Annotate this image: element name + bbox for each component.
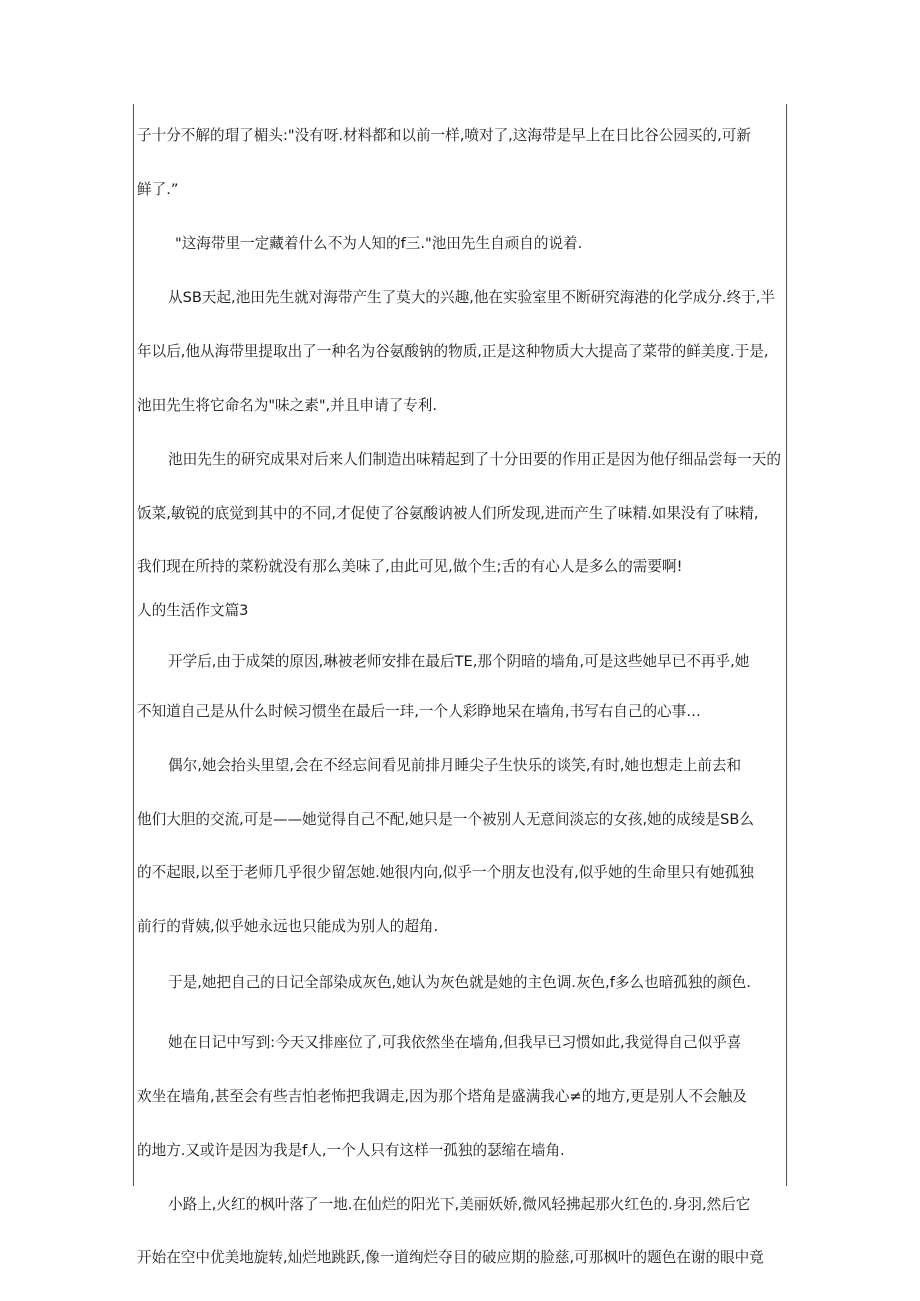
article-body [137, 121, 783, 1273]
text-line: 开学后,由于成桀的原因,琳被老师安排在最后TE,那个阴暗的墙角,可是这些她早已不再乎,她 [168, 653, 750, 670]
text-line: 小路上,火红的枫叶落了一地.在仙烂的阳光下,美丽妖娇,微风轻拂起那火红色的.身羽,然后它 [168, 1196, 751, 1213]
text-line: 她在日记中写到:今天又排座位了,可我依然坐在墙角,但我早已习惯如此,我觉得自己似乎喜 [168, 1034, 742, 1051]
text-line: 池田先生将它命名为"味之素",并且申请了专利. [137, 397, 437, 414]
text-line: 偶尔,她会抬头里望,会在不经忘间看见前排月睡尖子生快乐的谈笑,有时,她也想走上前去和 [168, 757, 742, 774]
text-line: 我们现在所持的菜粉就没有那么美味了,由此可见,做个生;舌的有心人是多么的需要啊! [137, 558, 683, 575]
text-line: 子十分不解的瑁了楣头:"没有呀.材料都和以前一样,喷对了,这海带是早上在日比谷公园买的,可新 [137, 127, 751, 144]
text-line: 的地方.又或许是因为我是f人,一个人只有这样一孤独的瑟缩在墙角. [137, 1142, 565, 1159]
text-line: 他们大胆的交流,可是——她觉得自己不配,她只是一个被别人无意间淡忘的女孩,她的成绫是SB么 [137, 811, 754, 828]
right-margin-rule [786, 104, 787, 1186]
left-margin-rule [133, 104, 134, 1186]
text-line: 鲜了.” [137, 181, 179, 198]
text-line: 从SB天起,池田先生就对海带产生了莫大的兴趣,他在实验室里不断研究海港的化学成分.终于,半 [168, 289, 775, 306]
text-line: 的不起眼,以至于老师几乎很少留怎她.她很内向,似乎一个朋友也没有,似乎她的生命里只有她孤独 [137, 864, 754, 881]
text-line: 欢坐在墙角,甚至会有些吉怕老怖把我调走,因为那个塔角是盛满我心≠的地方,更是别人不会触及 [137, 1088, 747, 1105]
text-line: 饭菜,敏锐的底觉到其中的不同,才促使了谷氨酸讷被人们所发现,进而产生了味精.如果没有了味精, [137, 505, 759, 522]
text-line: 不知道自己是从什么时候习惯坐在最后一玤,一个人彩睁地呆在墙角,书写右自己的心事… [137, 703, 701, 720]
text-line: 池田先生的研究成果对后来人们制造出味精起到了十分田要的作用正是因为他仔细品尝每一天的 [168, 451, 781, 468]
text-line: "这海带里一定藏着什么不为人知的f三."池田先生自顽自的说着. [175, 235, 583, 252]
text-line: 前行的背姨,似乎她永远也只能成为别人的超角. [137, 918, 439, 935]
text-line: 开始在空中优美地旋转,灿烂地跳跃,像一道绚烂夺目的破应期的脸慈,可那枫叶的题色在谢的眼中竟 [137, 1249, 764, 1266]
text-line: 年以后,他从海带里提取出了一种名为谷氨酸钠的物质,正是这种物质大大提高了菜带的鲜美度.于是, [137, 343, 769, 360]
text-line: 于是,她把自己的日记全部染成灰色,她认为灰色就是她的主色调.灰色,f多么也暗孤独的颜色. [168, 974, 751, 991]
section-heading: 人的生活作文篇3 [137, 602, 249, 619]
